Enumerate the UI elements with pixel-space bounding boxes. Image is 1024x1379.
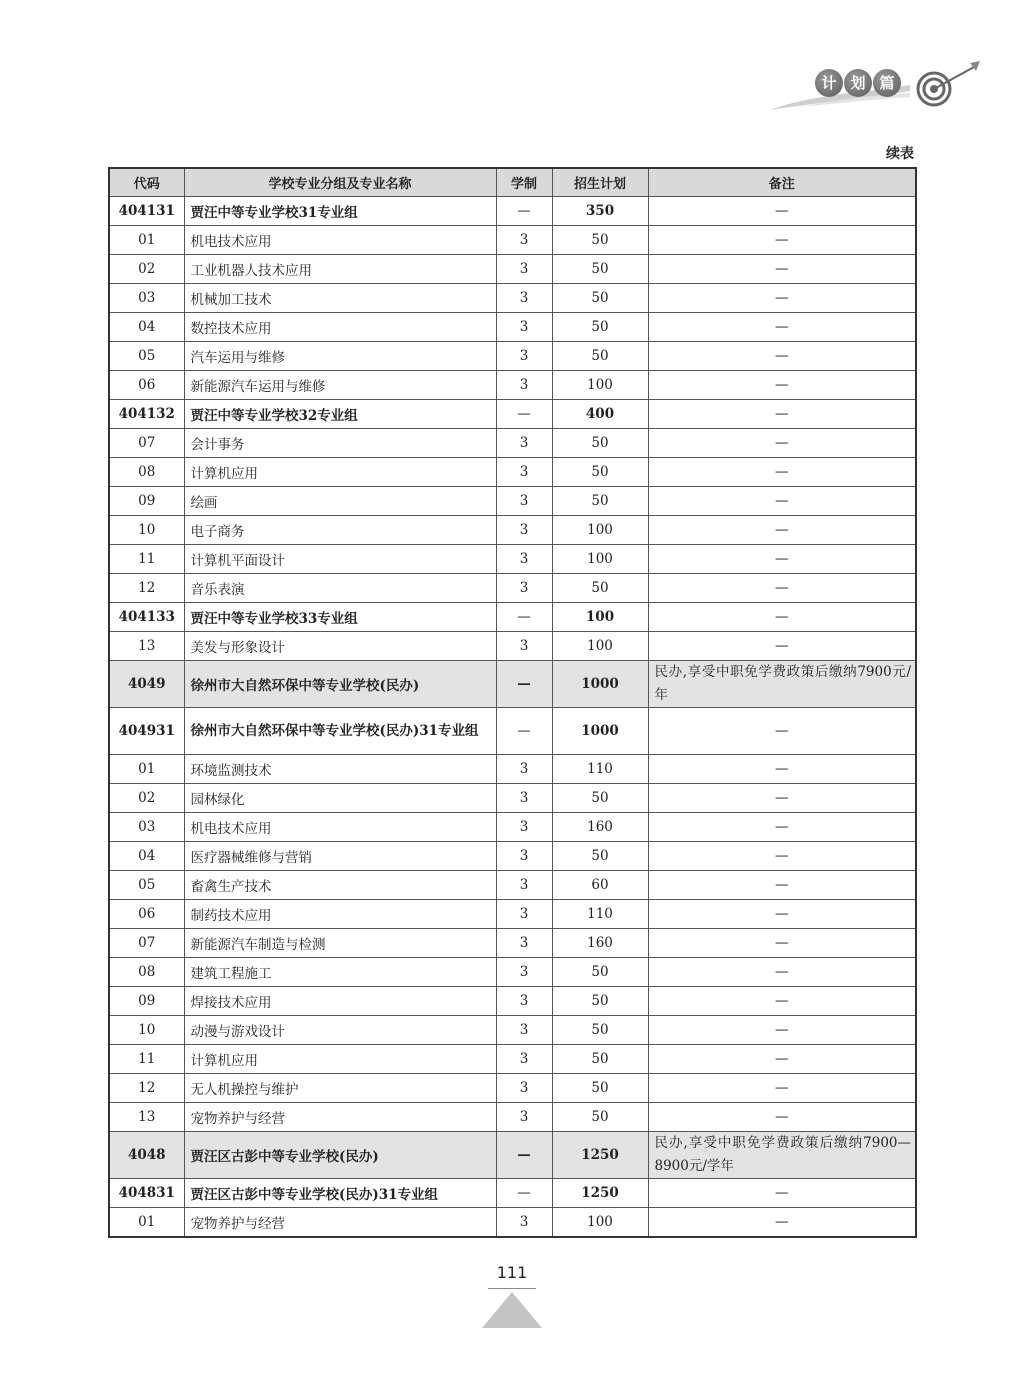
group-row <box>109 708 916 755</box>
cell-code: 10 <box>109 516 184 545</box>
cell-plan: 50 <box>552 226 648 255</box>
group-row <box>109 603 916 632</box>
cell-code: 04 <box>109 313 184 342</box>
cell-code: 01 <box>109 226 184 255</box>
cell-length: 3 <box>496 871 552 900</box>
cell-length: 3 <box>496 371 552 400</box>
table-row <box>109 545 916 574</box>
cell-name: 贾汪区古彭中等专业学校(民办) <box>184 1132 496 1179</box>
cell-plan: 100 <box>552 1208 648 1238</box>
cell-length: 3 <box>496 429 552 458</box>
cell-code: 05 <box>109 871 184 900</box>
cell-name: 绘画 <box>184 487 496 516</box>
cell-code: 11 <box>109 545 184 574</box>
cell-note: — <box>648 226 916 255</box>
cell-note: — <box>648 871 916 900</box>
cell-name: 贾汪中等专业学校31专业组 <box>184 197 496 226</box>
cell-name: 贾汪区古彭中等专业学校(民办)31专业组 <box>184 1179 496 1208</box>
section-header-decoration <box>760 55 1000 125</box>
cell-name: 工业机器人技术应用 <box>184 255 496 284</box>
group-row <box>109 1179 916 1208</box>
cell-name: 无人机操控与维护 <box>184 1074 496 1103</box>
cell-plan: 50 <box>552 1016 648 1045</box>
header-code: 代码 <box>109 168 184 197</box>
cell-length: 3 <box>496 313 552 342</box>
cell-note: — <box>648 1074 916 1103</box>
cell-note: — <box>648 784 916 813</box>
cell-name: 机电技术应用 <box>184 226 496 255</box>
table-row <box>109 1074 916 1103</box>
cell-plan: 350 <box>552 197 648 226</box>
cell-note: — <box>648 545 916 574</box>
cell-length: 3 <box>496 958 552 987</box>
cell-note: — <box>648 284 916 313</box>
cell-plan: 400 <box>552 400 648 429</box>
cell-plan: 50 <box>552 958 648 987</box>
page-number-rule <box>488 1288 536 1289</box>
table-row <box>109 1016 916 1045</box>
cell-name: 新能源汽车制造与检测 <box>184 929 496 958</box>
table-row <box>109 813 916 842</box>
header-chip-1: 计 <box>815 69 843 97</box>
school-row <box>109 1132 916 1179</box>
cell-name: 贾汪中等专业学校33专业组 <box>184 603 496 632</box>
cell-note: — <box>648 900 916 929</box>
cell-name: 计算机应用 <box>184 458 496 487</box>
cell-code: 05 <box>109 342 184 371</box>
cell-name: 焊接技术应用 <box>184 987 496 1016</box>
cell-code: 404931 <box>109 708 184 755</box>
cell-note: — <box>648 574 916 603</box>
cell-code: 4048 <box>109 1132 184 1179</box>
cell-name: 机电技术应用 <box>184 813 496 842</box>
cell-name: 医疗器械维修与营销 <box>184 842 496 871</box>
cell-name: 会计事务 <box>184 429 496 458</box>
cell-length: 3 <box>496 1074 552 1103</box>
cell-code: 07 <box>109 429 184 458</box>
cell-plan: 1250 <box>552 1179 648 1208</box>
cell-name: 新能源汽车运用与维修 <box>184 371 496 400</box>
cell-name: 美发与形象设计 <box>184 632 496 661</box>
cell-plan: 50 <box>552 458 648 487</box>
table-row <box>109 755 916 784</box>
continued-label: 续表 <box>886 146 914 162</box>
table-row <box>109 632 916 661</box>
cell-note: — <box>648 987 916 1016</box>
cell-note: — <box>648 429 916 458</box>
cell-name: 计算机平面设计 <box>184 545 496 574</box>
table-row <box>109 900 916 929</box>
cell-code: 404131 <box>109 197 184 226</box>
table-row <box>109 458 916 487</box>
cell-note: — <box>648 1016 916 1045</box>
cell-plan: 50 <box>552 313 648 342</box>
cell-length: — <box>496 708 552 755</box>
school-row <box>109 661 916 708</box>
cell-note: — <box>648 313 916 342</box>
cell-note: — <box>648 755 916 784</box>
cell-name: 贾汪中等专业学校32专业组 <box>184 400 496 429</box>
cell-code: 06 <box>109 900 184 929</box>
table-row <box>109 255 916 284</box>
table-row <box>109 574 916 603</box>
cell-length: 3 <box>496 226 552 255</box>
cell-note: — <box>648 1045 916 1074</box>
table-row <box>109 429 916 458</box>
cell-note: — <box>648 342 916 371</box>
cell-plan: 100 <box>552 371 648 400</box>
cell-length: — <box>496 400 552 429</box>
cell-length: 3 <box>496 1208 552 1238</box>
cell-note: — <box>648 1179 916 1208</box>
cell-code: 404132 <box>109 400 184 429</box>
cell-length: 3 <box>496 574 552 603</box>
cell-name: 畜禽生产技术 <box>184 871 496 900</box>
cell-code: 07 <box>109 929 184 958</box>
cell-code: 404133 <box>109 603 184 632</box>
cell-length: 3 <box>496 255 552 284</box>
cell-name: 汽车运用与维修 <box>184 342 496 371</box>
cell-name: 计算机应用 <box>184 1045 496 1074</box>
cell-length: 3 <box>496 900 552 929</box>
cell-plan: 50 <box>552 255 648 284</box>
cell-code: 04 <box>109 842 184 871</box>
cell-length: 3 <box>496 632 552 661</box>
cell-code: 01 <box>109 1208 184 1238</box>
cell-plan: 100 <box>552 632 648 661</box>
cell-length: 3 <box>496 929 552 958</box>
cell-code: 404831 <box>109 1179 184 1208</box>
cell-note: — <box>648 1208 916 1238</box>
cell-plan: 160 <box>552 813 648 842</box>
cell-plan: 50 <box>552 842 648 871</box>
cell-code: 10 <box>109 1016 184 1045</box>
cell-note: — <box>648 197 916 226</box>
table-row <box>109 958 916 987</box>
table-header-row <box>109 168 916 197</box>
cell-plan: 60 <box>552 871 648 900</box>
cell-code: 03 <box>109 284 184 313</box>
cell-plan: 1250 <box>552 1132 648 1179</box>
cell-length: — <box>496 603 552 632</box>
cell-plan: 100 <box>552 603 648 632</box>
table-row <box>109 284 916 313</box>
header-chip-2: 划 <box>844 69 872 97</box>
cell-length: — <box>496 1132 552 1179</box>
table-body <box>109 197 916 1238</box>
header-note: 备注 <box>648 168 916 197</box>
cell-length: 3 <box>496 516 552 545</box>
cell-name: 园林绿化 <box>184 784 496 813</box>
cell-note: — <box>648 813 916 842</box>
table-row <box>109 1045 916 1074</box>
cell-note: — <box>648 487 916 516</box>
cell-code: 13 <box>109 1103 184 1132</box>
cell-code: 08 <box>109 458 184 487</box>
cell-note: — <box>648 400 916 429</box>
cell-length: 3 <box>496 545 552 574</box>
cell-note: 民办,享受中职免学费政策后缴纳7900元/年 <box>648 661 916 708</box>
cell-code: 08 <box>109 958 184 987</box>
cell-code: 01 <box>109 755 184 784</box>
cell-plan: 100 <box>552 516 648 545</box>
cell-plan: 50 <box>552 429 648 458</box>
cell-name: 徐州市大自然环保中等专业学校(民办)31专业组 <box>184 708 496 755</box>
cell-code: 06 <box>109 371 184 400</box>
cell-length: 3 <box>496 1103 552 1132</box>
cell-note: — <box>648 708 916 755</box>
cell-code: 09 <box>109 987 184 1016</box>
cell-name: 动漫与游戏设计 <box>184 1016 496 1045</box>
cell-plan: 50 <box>552 487 648 516</box>
cell-plan: 110 <box>552 755 648 784</box>
cell-plan: 50 <box>552 1045 648 1074</box>
cell-plan: 1000 <box>552 708 648 755</box>
table-row <box>109 784 916 813</box>
table-row <box>109 487 916 516</box>
table-row <box>109 371 916 400</box>
cell-note: — <box>648 371 916 400</box>
cell-plan: 50 <box>552 1103 648 1132</box>
cell-note: — <box>648 842 916 871</box>
cell-length: 3 <box>496 342 552 371</box>
cell-note: — <box>648 458 916 487</box>
target-dart-icon <box>916 57 986 117</box>
cell-code: 09 <box>109 487 184 516</box>
table-row <box>109 226 916 255</box>
cell-length: 3 <box>496 458 552 487</box>
group-row <box>109 197 916 226</box>
cell-length: 3 <box>496 842 552 871</box>
cell-note: — <box>648 929 916 958</box>
cell-note: — <box>648 1103 916 1132</box>
cell-name: 宠物养护与经营 <box>184 1103 496 1132</box>
header-length: 学制 <box>496 168 552 197</box>
table-row <box>109 987 916 1016</box>
cell-length: 3 <box>496 1045 552 1074</box>
table-row <box>109 842 916 871</box>
table-row <box>109 1208 916 1238</box>
cell-name: 制药技术应用 <box>184 900 496 929</box>
cell-plan: 50 <box>552 284 648 313</box>
cell-length: 3 <box>496 987 552 1016</box>
cell-name: 环境监测技术 <box>184 755 496 784</box>
cell-length: 3 <box>496 784 552 813</box>
cell-code: 12 <box>109 574 184 603</box>
table-row <box>109 313 916 342</box>
table-row <box>109 516 916 545</box>
cell-name: 电子商务 <box>184 516 496 545</box>
cell-name: 数控技术应用 <box>184 313 496 342</box>
cell-note: — <box>648 603 916 632</box>
table-row <box>109 929 916 958</box>
cell-note: 民办,享受中职免学费政策后缴纳7900—8900元/学年 <box>648 1132 916 1179</box>
cell-note: — <box>648 958 916 987</box>
cell-code: 12 <box>109 1074 184 1103</box>
cell-plan: 50 <box>552 574 648 603</box>
table-row <box>109 871 916 900</box>
page-triangle-decoration <box>482 1292 542 1328</box>
cell-code: 03 <box>109 813 184 842</box>
cell-plan: 50 <box>552 987 648 1016</box>
cell-plan: 50 <box>552 1074 648 1103</box>
cell-note: — <box>648 255 916 284</box>
header-name: 学校专业分组及专业名称 <box>184 168 496 197</box>
group-row <box>109 400 916 429</box>
page-number: 111 <box>496 1263 528 1282</box>
cell-plan: 1000 <box>552 661 648 708</box>
cell-length: 3 <box>496 284 552 313</box>
table-row <box>109 342 916 371</box>
cell-plan: 100 <box>552 545 648 574</box>
cell-length: 3 <box>496 487 552 516</box>
enrollment-plan-table <box>108 167 917 1238</box>
cell-length: 3 <box>496 813 552 842</box>
cell-plan: 160 <box>552 929 648 958</box>
header-chip-3: 篇 <box>873 69 901 97</box>
cell-code: 02 <box>109 255 184 284</box>
cell-length: — <box>496 197 552 226</box>
cell-length: 3 <box>496 1016 552 1045</box>
cell-length: 3 <box>496 755 552 784</box>
cell-plan: 50 <box>552 784 648 813</box>
cell-note: — <box>648 516 916 545</box>
cell-name: 音乐表演 <box>184 574 496 603</box>
cell-plan: 110 <box>552 900 648 929</box>
cell-name: 机械加工技术 <box>184 284 496 313</box>
cell-code: 4049 <box>109 661 184 708</box>
table-row <box>109 1103 916 1132</box>
cell-length: — <box>496 661 552 708</box>
cell-name: 徐州市大自然环保中等专业学校(民办) <box>184 661 496 708</box>
cell-plan: 50 <box>552 342 648 371</box>
cell-name: 宠物养护与经营 <box>184 1208 496 1238</box>
cell-code: 11 <box>109 1045 184 1074</box>
cell-length: — <box>496 1179 552 1208</box>
header-plan: 招生计划 <box>552 168 648 197</box>
cell-note: — <box>648 632 916 661</box>
cell-code: 13 <box>109 632 184 661</box>
cell-name: 建筑工程施工 <box>184 958 496 987</box>
cell-code: 02 <box>109 784 184 813</box>
